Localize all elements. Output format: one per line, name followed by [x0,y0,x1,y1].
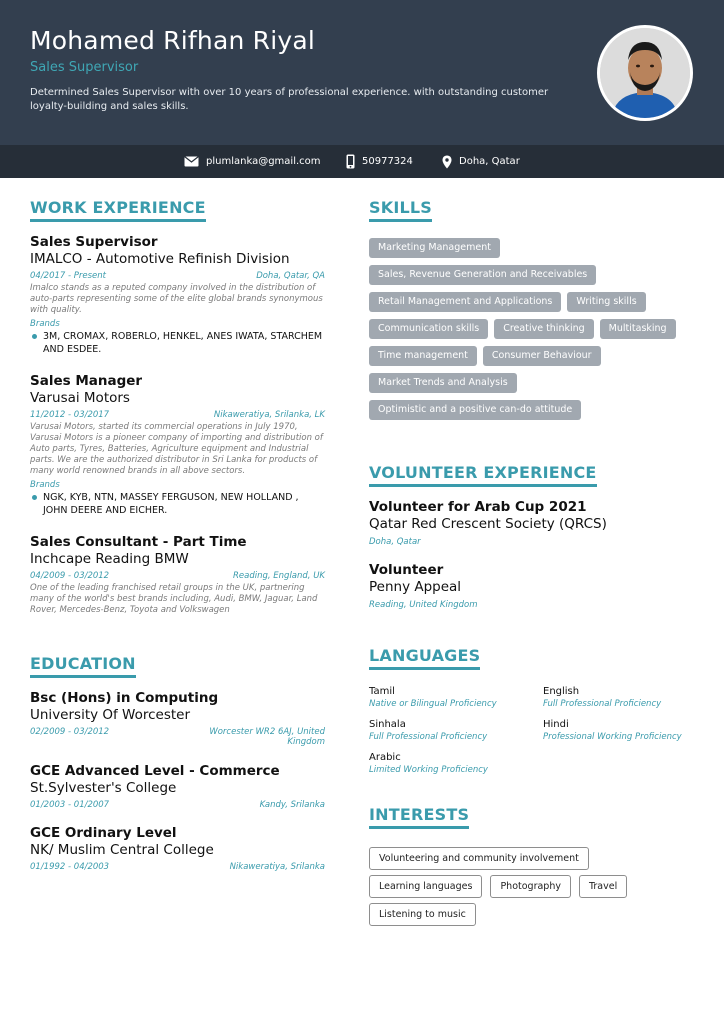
right-column [369,198,699,931]
language-name: English [543,686,580,697]
work-entry [30,534,325,616]
job-title: Sales Supervisor [30,234,158,250]
job-description: Varusai Motors, started its commercial operations in July 1970, Varusai Motors is a pioneer company of importing and distribution of Auto parts, Tyres, Batteries, Agriculture equipment and Industrial parts. We are the authorized distributor in Sri Lanka for products of many world renowned brands in all above sectors. [30,422,323,476]
interests-list [369,847,699,931]
languages-heading: LANGUAGES [369,646,480,670]
contact-bar [0,145,724,178]
skill-tag: Marketing Management [369,238,500,258]
job-title: Sales Consultant - Part Time [30,534,247,550]
skill-tag: Retail Management and Applications [369,292,561,312]
volunteer-role: Volunteer [369,562,444,578]
person-photo-icon [600,28,690,118]
brands-label: Brands [30,319,60,329]
location-pin-icon [442,155,452,169]
languages-list [369,686,699,775]
school-name: University Of Worcester [30,707,191,723]
skills-heading: SKILLS [369,198,432,222]
candidate-name: Mohamed Rifhan Riyal [30,26,316,55]
interests-heading: INTERESTS [369,805,469,829]
language-level: Full Professional Proficiency [369,732,488,742]
skill-tag: Communication skills [369,319,488,339]
language-name: Tamil [369,686,395,697]
degree-title: GCE Advanced Level - Commerce [30,763,280,779]
volunteer-org: Penny Appeal [369,579,462,595]
phone-icon [346,154,355,169]
company-name: Varusai Motors [30,390,130,406]
skill-tag: Sales, Revenue Generation and Receivables [369,265,596,285]
school-name: NK/ Muslim Central College [30,842,214,858]
skill-tag: Creative thinking [494,319,593,339]
education-entry [30,825,325,872]
bullet-icon [32,334,37,339]
job-meta [30,271,325,281]
brands-label: Brands [30,480,60,490]
volunteer-location: Doha, Qatar [369,537,421,547]
volunteer-heading: VOLUNTEER EXPERIENCE [369,463,597,487]
job-location: Nikaweratiya, Srilanka, LK [213,410,325,420]
location-text: Doha, Qatar [459,156,520,167]
skill-tag: Market Trends and Analysis [369,373,517,393]
profile-photo [597,25,693,121]
interest-tag: Travel [579,875,627,898]
company-name: Inchcape Reading BMW [30,551,189,567]
education-dates: 01/2003 - 01/2007 [30,800,110,810]
interest-tag: Listening to music [369,903,476,926]
brands-list-item [30,491,325,517]
volunteer-entry [369,562,699,610]
phone-text: 50977324 [362,156,413,167]
language-item [543,719,699,742]
job-description: Imalco stands as a reputed company involved in the distribution of auto-parts representing some of the elite global brands synonymous with quality. [30,283,323,315]
language-item [369,752,543,775]
left-column [30,198,325,872]
brands-text: NGK, KYB, NTN, MASSEY FERGUSON, NEW HOLLAND , JOHN DEERE AND EICHER. [43,492,299,516]
skill-tag: Time management [369,346,477,366]
language-item [369,719,543,742]
job-dates: 11/2012 - 03/2017 [30,410,110,420]
education-meta [30,862,325,872]
education-dates: 02/2009 - 03/2012 [30,727,110,737]
education-entry [30,690,325,747]
language-name: Hindi [543,719,569,730]
interest-tag: Volunteering and community involvement [369,847,589,870]
language-item [543,686,699,709]
language-level: Professional Working Proficiency [543,732,682,742]
volunteer-entry [369,499,699,547]
job-location: Doha, Qatar, QA [256,271,325,281]
degree-title: Bsc (Hons) in Computing [30,690,219,706]
job-meta [30,410,325,420]
skills-list [369,238,699,427]
degree-title: GCE Ordinary Level [30,825,177,841]
language-level: Native or Bilingual Proficiency [369,699,497,709]
language-level: Limited Working Proficiency [369,765,488,775]
education-meta [30,727,325,747]
education-location: Nikaweratiya, Srilanka [229,862,325,872]
contact-email[interactable] [184,145,321,178]
skill-tag: Consumer Behaviour [483,346,601,366]
skill-tag: Multitasking [600,319,676,339]
job-dates: 04/2009 - 03/2012 [30,571,110,581]
job-title: Sales Manager [30,373,143,389]
education-dates: 01/1992 - 04/2003 [30,862,110,872]
company-name: IMALCO - Automotive Refinish Division [30,251,290,267]
education-location: Kandy, Srilanka [259,800,325,810]
profile-summary: Determined Sales Supervisor with over 10 years of professional experience. with outstanding customer loyalty-building and sales skills. [30,87,549,112]
resume-header [0,0,724,145]
school-name: St.Sylvester's College [30,780,177,796]
job-dates: 04/2017 - Present [30,271,107,281]
interest-tag: Photography [490,875,571,898]
volunteer-role: Volunteer for Arab Cup 2021 [369,499,587,515]
language-name: Sinhala [369,719,406,730]
language-name: Arabic [369,752,401,763]
envelope-icon [184,156,199,167]
contact-phone[interactable] [346,145,413,178]
volunteer-location: Reading, United Kingdom [369,600,478,610]
interest-tag: Learning languages [369,875,482,898]
education-entry [30,763,325,810]
email-text: plumlanka@gmail.com [206,156,321,167]
job-description: One of the leading franchised retail groups in the UK, partnering many of the world's best brands including, Audi, BMW, Jaguar, Land Rover, Mercedes-Benz, Toyota and Volkswagen [30,583,318,615]
work-entry [30,234,325,356]
candidate-role: Sales Supervisor [30,60,139,75]
job-meta [30,571,325,581]
skill-tag: Writing skills [567,292,645,312]
work-experience-heading: WORK EXPERIENCE [30,198,206,222]
education-heading: EDUCATION [30,654,136,678]
bullet-icon [32,495,37,500]
skill-tag: Optimistic and a positive can-do attitude [369,400,581,420]
education-location: Worcester WR2 6AJ, United Kingdom [209,727,325,747]
language-level: Full Professional Proficiency [543,699,662,709]
volunteer-org: Qatar Red Crescent Society (QRCS) [369,516,607,532]
language-item [369,686,543,709]
brands-list-item [30,330,325,356]
job-location: Reading, England, UK [233,571,325,581]
brands-text: 3M, CROMAX, ROBERLO, HENKEL, ANES IWATA, STARCHEM AND ESDEE. [43,331,323,355]
work-entry [30,373,325,517]
contact-location [442,145,520,178]
education-meta [30,800,325,810]
